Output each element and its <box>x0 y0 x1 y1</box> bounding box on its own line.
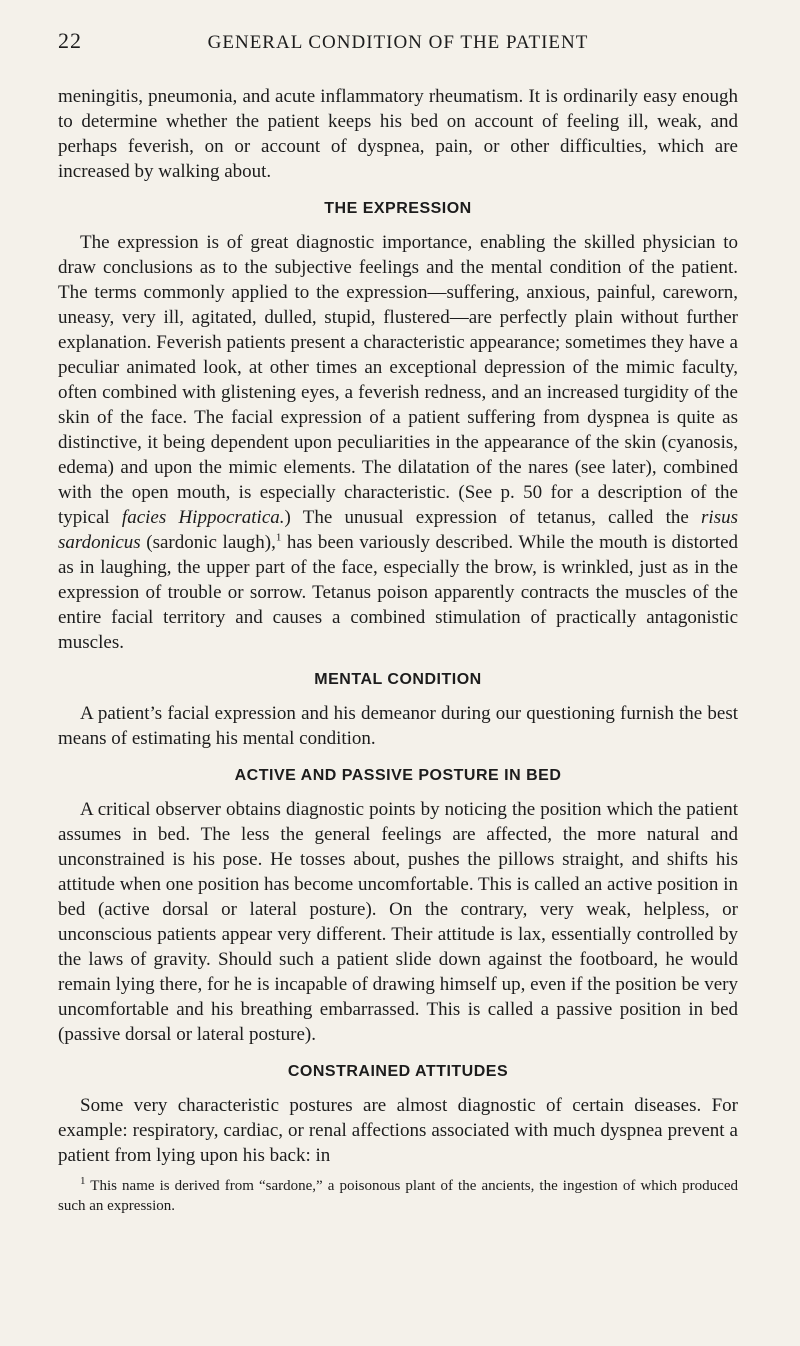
constrained-paragraph: Some very characteristic postures are almost diagnostic of certain diseases. For example: respiratory, cardiac, or renal affections associated with much dyspnea prevent a patient from lying upon his back: in <box>58 1095 738 1166</box>
risus-sardonicus: risus sardonicus <box>58 507 738 553</box>
running-head <box>58 28 738 58</box>
posture-paragraph: A critical observer obtains diagnostic points by noticing the position which the patient assumes in bed. The less the general feelings are affected, the more natural and unconstrained is his pose. He tosses about, pushes the pillows straight, and shifts his attitude when one position has become uncomfortable. This is called an active position in bed (active dorsal or lateral posture). On the contrary, very weak, helpless, or unconscious patients appear very different. Their attitude is lax, essentially controlled by the laws of gravity. Should such a patient slide down against the footboard, he would remain lying there, for he is incapable of drawing himself up, even if the position be very uncomfortable and his breathing embarrassed. This is called a passive position in bed (passive dorsal or lateral posture). <box>58 799 738 1045</box>
section-heading-expression: THE EXPRESSION <box>324 200 472 217</box>
footnote <box>58 1176 738 1216</box>
facies-hippocratica: facies Hippocratica. <box>121 507 285 528</box>
expression-paragraph <box>58 230 738 655</box>
mental-paragraph: A patient’s facial expression and his demeanor during our questioning furnish the best means of estimating his mental condition. <box>58 703 738 749</box>
expression-text-3: (sardonic laugh), <box>140 532 276 553</box>
running-title: GENERAL CONDITION OF THE PATIENT <box>207 32 589 53</box>
footnote-text: This name is derived from “sardone,” a poisonous plant of the ancients, the ingestion of which produced such an expression. <box>58 1178 738 1214</box>
expression-text-2: ) The unusual expression of tetanus, called the <box>284 507 702 528</box>
body-text <box>58 84 738 1216</box>
section-heading-posture: ACTIVE AND PASSIVE POSTURE IN BED <box>234 767 562 784</box>
expression-text-1: The expression is of great diagnostic importance, enabling the skilled physician to draw conclusions as to the subjective feelings and the mental condition of the patient. The terms commonly applied to the expression—suffering, anxious, painful, careworn, uneasy, very ill, agitated, dulled, stupid, flustered—are perfectly plain without further explanation. Feverish patients present a characteristic appearance; sometimes they have a peculiar animated look, at other times an exceptional depression of the mimic faculty, often combined with glistening eyes, a feverish redness, and an increased turgidity of the skin of the face. The facial expression of a patient suffering from dyspnea is quite as distinctive, it being dependent upon peculiarities in the appearance of the skin (cyanosis, edema) and upon the mimic elements. The dilatation of the nares (see later), combined with the open mouth, is especially characteristic. (See p. 50 for a description of the typical <box>58 232 738 528</box>
footnote-mark: 1 <box>80 1175 86 1187</box>
footnote-reference: 1 <box>275 531 282 544</box>
expression-text-4: has been variously described. While the mouth is distorted as in laughing, the upper part of the face, especially the brow, is wrinkled, just as in the expression of trouble or sorrow. Tetanus poison apparently contracts the muscles of the entire facial territory and causes a combined stimulation of practically antagonistic muscles. <box>58 532 739 653</box>
section-heading-mental: MENTAL CONDITION <box>314 671 482 688</box>
page-number: 22 <box>58 28 82 53</box>
opening-paragraph: meningitis, pneumonia, and acute inflammatory rheumatism. It is ordinarily easy enough to determine whether the patient keeps his bed on account of feeling ill, weak, and perhaps feverish, on or account of dyspnea, pain, or other difficulties, which are increased by walking about. <box>58 86 738 182</box>
section-heading-constrained: CONSTRAINED ATTITUDES <box>287 1063 509 1080</box>
